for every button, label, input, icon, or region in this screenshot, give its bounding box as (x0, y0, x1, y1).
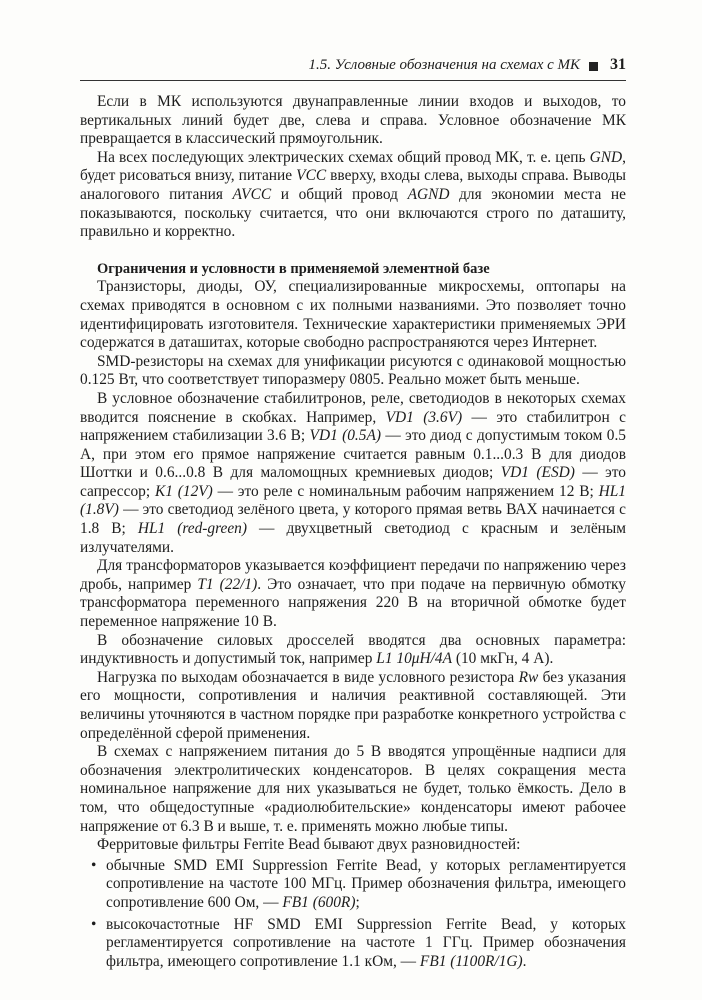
body-text (80, 93, 626, 974)
running-title: 1.5. Условные обозначения на схемах с МК (308, 57, 580, 73)
list-item: • высокочастотные HF SMD EMI Suppression Ferrite Bead, у которых регламентируется сопротивление на частоте 1 ГГц. Пример обозначения фильтра, имеющего сопротивление 1.1 кОм, — FB1 (1100R/1G). (91, 915, 626, 970)
section-heading: Ограничения и условности в применяемой элементной базе (97, 260, 490, 277)
paragraph: Транзисторы, диоды, ОУ, специализированные микросхемы, оптопары на схемах приводятся в основном с их полными названиями. Это позволяет точно идентифицировать изготовителя. Технические характеристики применяемых ЭРИ содержатся в даташитах, которые свободно распространяются через Интернет. (80, 278, 626, 352)
paragraph: Ферритовые фильтры Ferrite Bead бывают двух разновидностей: (97, 836, 521, 854)
square-bullet-icon (589, 62, 598, 71)
bullet-icon: • (91, 915, 97, 933)
page-number: 31 (610, 56, 626, 73)
paragraph: Если в МК используются двунаправленные линии входов и выходов, то вертикальных линий будет две, слева и справа. Условное обозначение МК превращается в классический прямоугольник. (80, 93, 626, 148)
paragraph: В схемах с напряжением питания до 5 В вводятся упрощённые надписи для обозначения электролитических конденсаторов. В целях сокращения места номинальное напряжение для них указываться не будет, только ёмкость. Дело в том, что общедоступные «радиолюбительские» конденсаторы имеют рабочее напряжение от 6.3 В и выше, т. е. применять можно любые типы. (80, 743, 626, 835)
paragraph: В обозначение силовых дросселей вводятся два основных параметра: индуктивность и допустимый ток, например L1 10μH/4A (10 мкГн, 4 А). (80, 631, 626, 668)
paragraph: В условное обозначение стабилитронов, реле, светодиодов в некоторых схемах вводится пояснение в скобках. Например, VD1 (3.6V) — это стабилитрон с напряжением стабилизации 3.6 В; VD1 (0.5A) — это диод с допустимым током 0.5 А, при этом его прямое напряжение считается равным 0.1...0.3 В для диодов Шоттки и 0.6...0.8 В для маломощных кремниевых диодов; VD1 (ESD) — это сапрессор; K1 (12V) — это реле с номинальным рабочим напряжением 12 В; HL1 (1.8V) — это светодиод зелёного цвета, у которого прямая ветвь ВАХ начинается с 1.8 В; HL1 (red-green) — двухцветный светодиод с красным и зелёным излучателями. (80, 389, 627, 556)
list-item: • обычные SMD EMI Suppression Ferrite Bead, у которых регламентируется сопротивление на частоте 100 МГц. Пример обозначения фильтра, имеющего сопротивление 600 Ом, — FB1 (600R); (91, 856, 626, 911)
paragraph: Нагрузка по выходам обозначается в виде условного резистора Rw без указания его мощности, сопротивления и наличия реактивной составляющей. Эти величины уточняются в частном порядке при разработке конкретного устройства с определённой сферой применения. (80, 668, 626, 742)
bullet-icon: • (91, 856, 97, 874)
bullet-list (80, 857, 626, 972)
paragraph: SMD-резисторы на схемах для унификации рисуются с одинаковой мощностью 0.125 Вт, что соответствует типоразмеру 0805. Реально может быть меньше. (80, 352, 626, 389)
paragraph: Для трансформаторов указывается коэффициент передачи по напряжению через дробь, например T1 (22/1). Это означает, что при подаче на первичную обмотку трансформатора переменного напряжения 220 В на вторичной обмотке будет переменное напряжение 10 В. (80, 557, 626, 631)
paragraph: На всех последующих электрических схемах общий провод МК, т. е. цепь GND, будет рисоваться внизу, питание VCC вверху, входы слева, выходы справа. Выводы аналогового питания AVCC и общий провод AGND для экономии места не показываются, поскольку считается, что они включаются строго по даташиту, правильно и корректно. (80, 148, 626, 241)
running-header (80, 54, 626, 81)
